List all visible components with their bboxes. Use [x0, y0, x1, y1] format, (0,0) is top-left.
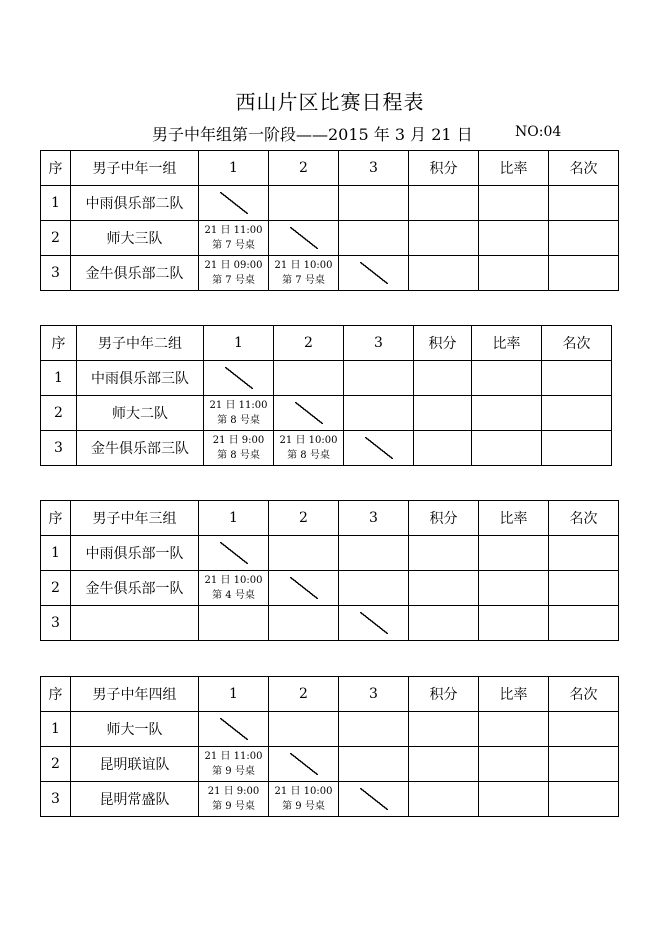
- header-row: [41, 501, 619, 536]
- header-round-2: 2: [269, 677, 339, 712]
- diagonal-slash-cell: [339, 606, 409, 641]
- table-row: [41, 712, 619, 747]
- match-cell-2: [269, 782, 339, 817]
- team-name: 师大一队: [71, 712, 199, 747]
- points-cell: [409, 256, 479, 291]
- match-cell-3: [339, 712, 409, 747]
- table-row: [41, 536, 619, 571]
- header-points: 积分: [409, 151, 479, 186]
- header-ratio: 比率: [479, 677, 549, 712]
- team-name: 金牛俱乐部一队: [71, 571, 199, 606]
- team-name: 金牛俱乐部二队: [71, 256, 199, 291]
- header-rank: 名次: [542, 326, 612, 361]
- rank-cell: [549, 186, 619, 221]
- match-table: 第 9 号桌: [212, 801, 255, 812]
- group-table-2: [40, 325, 612, 466]
- header-seq: 序: [41, 326, 77, 361]
- rank-cell: [542, 396, 612, 431]
- match-time: 21 日 11:00: [204, 225, 263, 236]
- seq-cell: 2: [41, 571, 71, 606]
- header-row: [41, 326, 612, 361]
- team-name: 师大二队: [77, 396, 204, 431]
- group-table-4: [40, 676, 619, 817]
- header-group-name: 男子中年二组: [77, 326, 204, 361]
- header-group-name: 男子中年一组: [71, 151, 199, 186]
- header-ratio: 比率: [479, 501, 549, 536]
- seq-cell: 3: [41, 606, 71, 641]
- match-cell-3: [339, 186, 409, 221]
- team-name: 中雨俱乐部二队: [71, 186, 199, 221]
- ratio-cell: [479, 712, 549, 747]
- group-table-1: [40, 150, 619, 291]
- table-row: [41, 747, 619, 782]
- seq-cell: 3: [41, 782, 71, 817]
- match-cell-2: [269, 256, 339, 291]
- header-rank: 名次: [549, 677, 619, 712]
- seq-cell: 2: [41, 747, 71, 782]
- match-cell-1: [199, 782, 269, 817]
- match-cell-2: [269, 186, 339, 221]
- header-round-2: 2: [269, 151, 339, 186]
- ratio-cell: [479, 782, 549, 817]
- points-cell: [409, 606, 479, 641]
- match-table: 第 7 号桌: [282, 275, 325, 286]
- header-seq: 序: [41, 501, 71, 536]
- match-time: 21 日 09:00: [204, 260, 263, 271]
- match-cell-3: [339, 571, 409, 606]
- table-row: [41, 361, 612, 396]
- team-name: [71, 606, 199, 641]
- points-cell: [414, 361, 472, 396]
- rank-cell: [549, 782, 619, 817]
- match-cell-1: [199, 221, 269, 256]
- points-cell: [409, 221, 479, 256]
- match-cell-3: [339, 747, 409, 782]
- rank-cell: [542, 361, 612, 396]
- team-name: 师大三队: [71, 221, 199, 256]
- header-round-1: 1: [199, 151, 269, 186]
- match-cell-3: [344, 396, 414, 431]
- match-cell-2: [269, 536, 339, 571]
- diagonal-slash-cell: [339, 782, 409, 817]
- table-row: [41, 396, 612, 431]
- team-name: 昆明常盛队: [71, 782, 199, 817]
- header-round-1: 1: [199, 677, 269, 712]
- rank-cell: [549, 606, 619, 641]
- stage-date: 男子中年组第一阶段——2015 年 3 月 21 日: [152, 125, 473, 144]
- ratio-cell: [479, 571, 549, 606]
- team-name: 金牛俱乐部三队: [77, 431, 204, 466]
- header-points: 积分: [409, 677, 479, 712]
- diagonal-slash-cell: [344, 431, 414, 466]
- table-row: [41, 431, 612, 466]
- match-time: 21 日 10:00: [274, 786, 333, 797]
- match-table: 第 8 号桌: [217, 450, 260, 461]
- rank-cell: [549, 256, 619, 291]
- points-cell: [409, 747, 479, 782]
- match-cell-3: [339, 536, 409, 571]
- document-number: NO:04: [515, 124, 562, 140]
- rank-cell: [542, 431, 612, 466]
- points-cell: [409, 712, 479, 747]
- header-seq: 序: [41, 151, 71, 186]
- rank-cell: [549, 747, 619, 782]
- table-row: [41, 606, 619, 641]
- match-table: 第 9 号桌: [212, 766, 255, 777]
- header-round-3: 3: [339, 677, 409, 712]
- header-row: [41, 677, 619, 712]
- match-time: 21 日 9:00: [212, 435, 265, 446]
- points-cell: [409, 571, 479, 606]
- table-row: [41, 571, 619, 606]
- match-time: 21 日 9:00: [207, 786, 260, 797]
- ratio-cell: [479, 606, 549, 641]
- diagonal-slash-cell: [269, 747, 339, 782]
- match-cell-3: [339, 221, 409, 256]
- ratio-cell: [479, 536, 549, 571]
- header-points: 积分: [409, 501, 479, 536]
- match-cell-1: [199, 571, 269, 606]
- header-round-3: 3: [339, 151, 409, 186]
- rank-cell: [549, 712, 619, 747]
- seq-cell: 1: [41, 536, 71, 571]
- ratio-cell: [472, 396, 542, 431]
- diagonal-slash-cell: [199, 186, 269, 221]
- match-cell-1: [199, 256, 269, 291]
- seq-cell: 1: [41, 712, 71, 747]
- match-time: 21 日 11:00: [209, 400, 268, 411]
- match-time: 21 日 10:00: [274, 260, 333, 271]
- points-cell: [409, 536, 479, 571]
- group-table-3: [40, 500, 619, 641]
- match-cell-2: [274, 361, 344, 396]
- match-time: 21 日 10:00: [279, 435, 338, 446]
- ratio-cell: [479, 256, 549, 291]
- ratio-cell: [479, 221, 549, 256]
- page-title: 西山片区比赛日程表: [235, 90, 425, 114]
- match-cell-1: [199, 747, 269, 782]
- seq-cell: 3: [41, 256, 71, 291]
- ratio-cell: [472, 431, 542, 466]
- header-round-3: 3: [344, 326, 414, 361]
- page-subtitle: [152, 122, 562, 145]
- ratio-cell: [479, 747, 549, 782]
- match-time: 21 日 11:00: [204, 751, 263, 762]
- table-row: [41, 186, 619, 221]
- header-points: 积分: [414, 326, 472, 361]
- rank-cell: [549, 571, 619, 606]
- header-group-name: 男子中年三组: [71, 501, 199, 536]
- seq-cell: 1: [41, 186, 71, 221]
- seq-cell: 3: [41, 431, 77, 466]
- diagonal-slash-cell: [274, 396, 344, 431]
- header-group-name: 男子中年四组: [71, 677, 199, 712]
- match-table: 第 9 号桌: [282, 801, 325, 812]
- diagonal-slash-cell: [269, 571, 339, 606]
- diagonal-slash-cell: [199, 712, 269, 747]
- match-cell-2: [269, 606, 339, 641]
- points-cell: [414, 396, 472, 431]
- header-ratio: 比率: [472, 326, 542, 361]
- header-seq: 序: [41, 677, 71, 712]
- header-ratio: 比率: [479, 151, 549, 186]
- header-row: [41, 151, 619, 186]
- table-row: [41, 256, 619, 291]
- match-table: 第 8 号桌: [217, 415, 260, 426]
- diagonal-slash-cell: [269, 221, 339, 256]
- table-row: [41, 221, 619, 256]
- match-cell-1: [199, 606, 269, 641]
- match-table: 第 7 号桌: [212, 240, 255, 251]
- header-round-3: 3: [339, 501, 409, 536]
- match-cell-1: [204, 396, 274, 431]
- rank-cell: [549, 221, 619, 256]
- header-rank: 名次: [549, 501, 619, 536]
- diagonal-slash-cell: [204, 361, 274, 396]
- match-cell-2: [274, 431, 344, 466]
- team-name: 中雨俱乐部一队: [71, 536, 199, 571]
- header-round-1: 1: [204, 326, 274, 361]
- seq-cell: 2: [41, 221, 71, 256]
- points-cell: [409, 186, 479, 221]
- points-cell: [409, 782, 479, 817]
- diagonal-slash-cell: [339, 256, 409, 291]
- table-row: [41, 782, 619, 817]
- seq-cell: 1: [41, 361, 77, 396]
- team-name: 昆明联谊队: [71, 747, 199, 782]
- seq-cell: 2: [41, 396, 77, 431]
- match-table: 第 4 号桌: [212, 590, 255, 601]
- team-name: 中雨俱乐部三队: [77, 361, 204, 396]
- header-round-2: 2: [274, 326, 344, 361]
- ratio-cell: [472, 361, 542, 396]
- header-rank: 名次: [549, 151, 619, 186]
- match-table: 第 8 号桌: [287, 450, 330, 461]
- match-cell-2: [269, 712, 339, 747]
- match-cell-3: [344, 361, 414, 396]
- ratio-cell: [479, 186, 549, 221]
- diagonal-slash-cell: [199, 536, 269, 571]
- match-time: 21 日 10:00: [204, 575, 263, 586]
- rank-cell: [549, 536, 619, 571]
- header-round-1: 1: [199, 501, 269, 536]
- match-table: 第 7 号桌: [212, 275, 255, 286]
- points-cell: [414, 431, 472, 466]
- match-cell-1: [204, 431, 274, 466]
- header-round-2: 2: [269, 501, 339, 536]
